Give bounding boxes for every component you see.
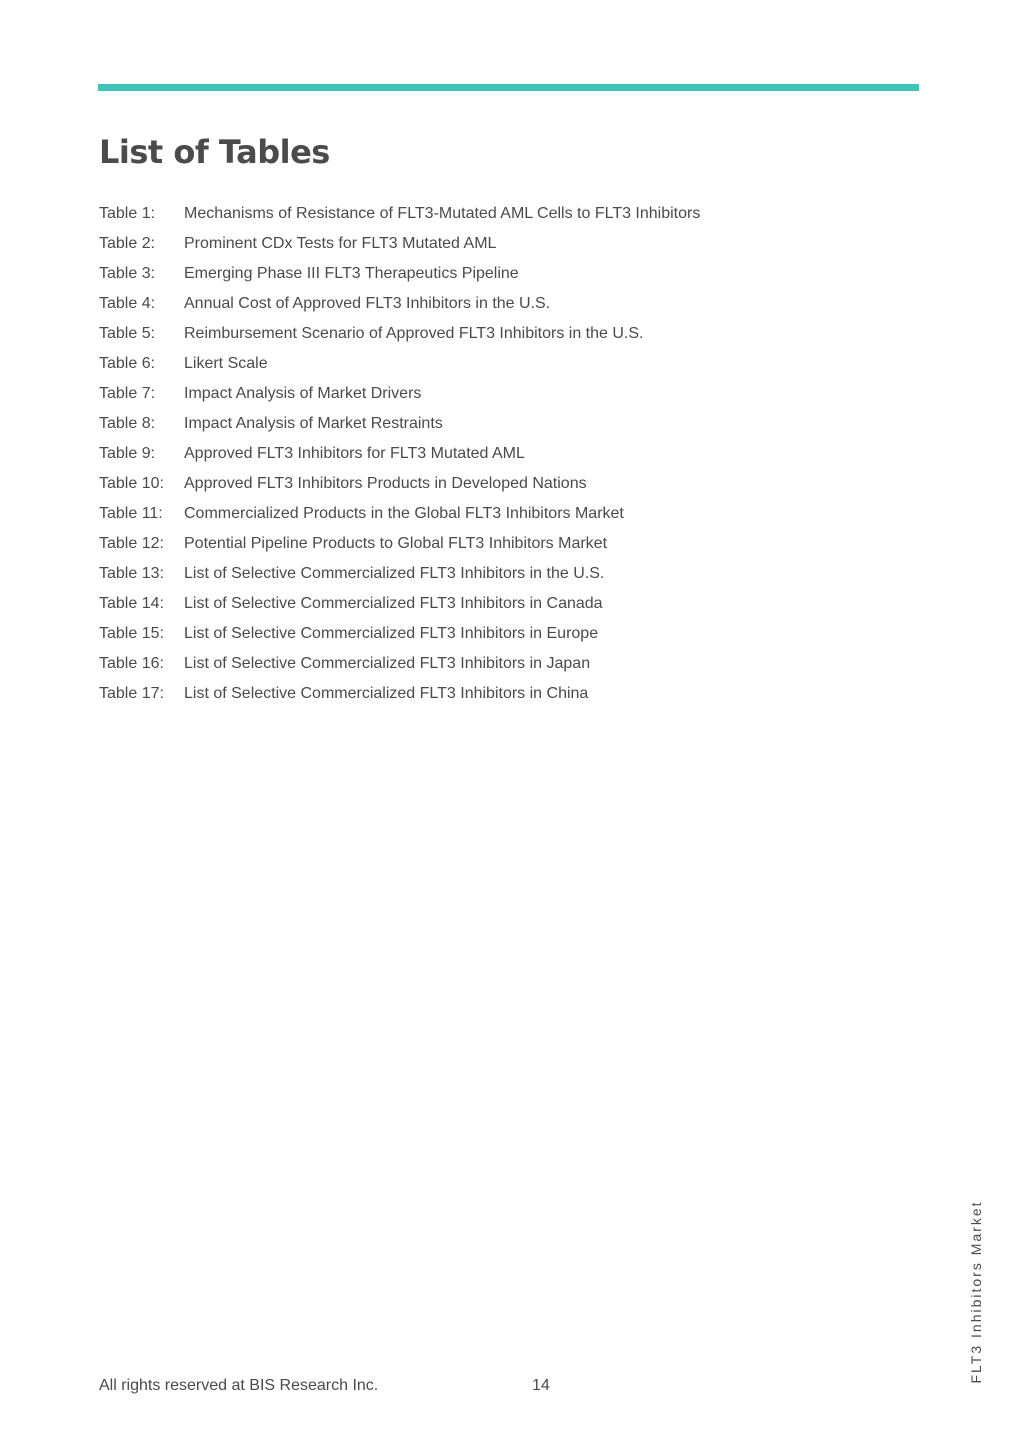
table-title: Reimbursement Scenario of Approved FLT3 Inhibitors in the U.S.: [184, 325, 644, 342]
table-number: Table 16:: [99, 655, 164, 672]
table-number: Table 2:: [99, 235, 156, 252]
table-title: Prominent CDx Tests for FLT3 Mutated AML: [184, 235, 497, 252]
list-item[interactable]: [99, 499, 700, 529]
table-title: Mechanisms of Resistance of FLT3-Mutated AML Cells to FLT3 Inhibitors: [184, 205, 701, 222]
table-title: Approved FLT3 Inhibitors Products in Developed Nations: [184, 475, 587, 492]
page-title: List of Tables: [99, 133, 330, 171]
table-number: Table 4:: [99, 295, 156, 312]
table-number: Table 10:: [99, 475, 164, 492]
table-number: Table 9:: [99, 445, 156, 462]
table-number: Table 6:: [99, 355, 156, 372]
table-title: Emerging Phase III FLT3 Therapeutics Pipeline: [184, 265, 519, 282]
table-title: Annual Cost of Approved FLT3 Inhibitors in the U.S.: [184, 295, 551, 312]
table-number: Table 17:: [99, 685, 164, 702]
table-number: Table 1:: [99, 205, 156, 222]
list-item[interactable]: [99, 289, 700, 319]
list-item[interactable]: [99, 409, 700, 439]
list-item[interactable]: [99, 469, 700, 499]
table-title: Commercialized Products in the Global FLT3 Inhibitors Market: [184, 505, 624, 522]
table-number: Table 14:: [99, 595, 164, 612]
list-item[interactable]: [99, 349, 700, 379]
table-title: List of Selective Commercialized FLT3 Inhibitors in Japan: [184, 655, 591, 672]
table-title: Impact Analysis of Market Drivers: [184, 385, 422, 402]
list-item[interactable]: [99, 199, 700, 229]
table-number: Table 15:: [99, 625, 164, 642]
list-item[interactable]: [99, 589, 700, 619]
table-of-tables-list: [99, 199, 700, 709]
table-number: Table 3:: [99, 265, 156, 282]
footer-copyright: All rights reserved at BIS Research Inc.: [99, 1377, 379, 1394]
list-item[interactable]: [99, 559, 700, 589]
table-title: List of Selective Commercialized FLT3 Inhibitors in Canada: [184, 595, 603, 612]
table-title: List of Selective Commercialized FLT3 Inhibitors in Europe: [184, 625, 599, 642]
table-number: Table 5:: [99, 325, 156, 342]
list-item[interactable]: [99, 439, 700, 469]
table-title: List of Selective Commercialized FLT3 Inhibitors in the U.S.: [184, 565, 605, 582]
table-title: Approved FLT3 Inhibitors for FLT3 Mutated AML: [184, 445, 525, 462]
table-number: Table 11:: [99, 505, 163, 522]
list-item[interactable]: [99, 229, 700, 259]
header-accent-rule: [98, 84, 919, 91]
list-item[interactable]: [99, 529, 700, 559]
list-item[interactable]: [99, 319, 700, 349]
page-number: 14: [532, 1377, 550, 1394]
table-title: Likert Scale: [184, 355, 268, 372]
table-title: Impact Analysis of Market Restraints: [184, 415, 443, 432]
table-number: Table 13:: [99, 565, 164, 582]
table-number: Table 7:: [99, 385, 156, 402]
list-item[interactable]: [99, 259, 700, 289]
table-number: Table 12:: [99, 535, 164, 552]
table-number: Table 8:: [99, 415, 156, 432]
table-title: List of Selective Commercialized FLT3 Inhibitors in China: [184, 685, 589, 702]
side-report-label: FLT3 Inhibitors Market: [968, 1200, 984, 1384]
list-item[interactable]: [99, 379, 700, 409]
list-item[interactable]: [99, 679, 700, 709]
table-title: Potential Pipeline Products to Global FLT3 Inhibitors Market: [184, 535, 608, 552]
list-item[interactable]: [99, 649, 700, 679]
list-item[interactable]: [99, 619, 700, 649]
